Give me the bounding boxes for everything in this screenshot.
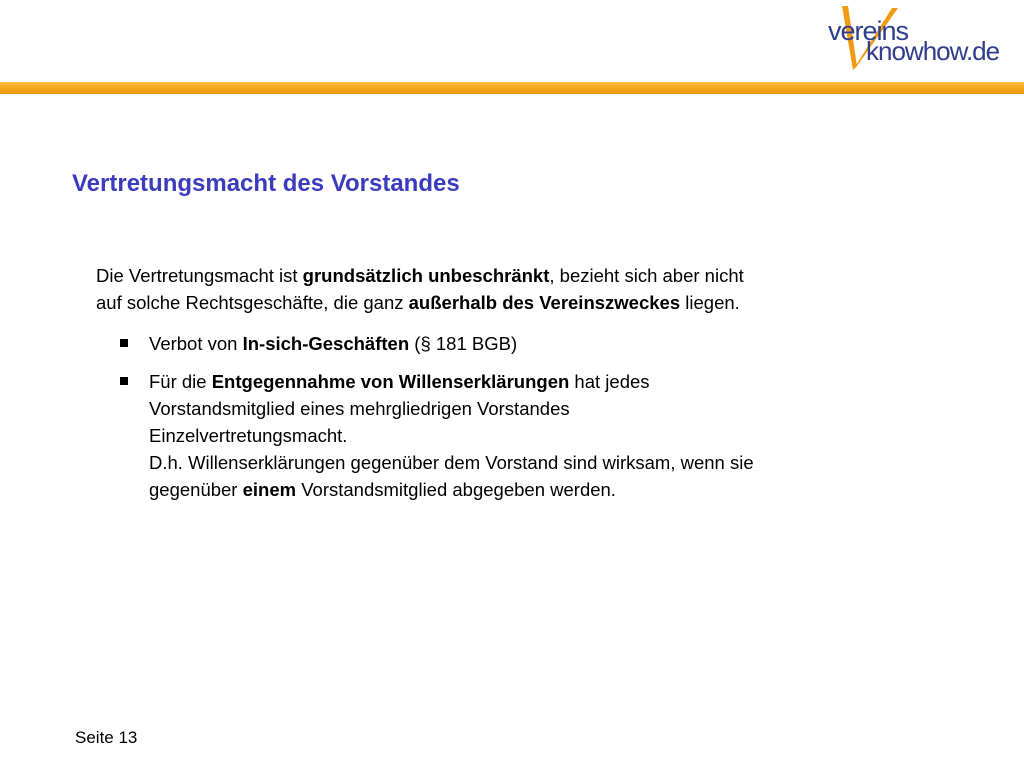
- logo-word-top: vereins: [828, 16, 909, 46]
- intro-text: Die Vertretungsmacht ist: [96, 265, 303, 286]
- bullet-text: hat jedes: [569, 371, 650, 392]
- intro-paragraph: [96, 262, 926, 316]
- header-bar: [0, 82, 1024, 94]
- slide-body: [96, 262, 926, 503]
- bullet-item: [96, 330, 926, 357]
- page-number: Seite 13: [75, 728, 138, 747]
- bullet-line: Einzelvertretungsmacht.: [149, 425, 348, 446]
- bullet-text: gegenüber: [149, 479, 243, 500]
- intro-text: auf solche Rechtsgeschäfte, die ganz: [96, 292, 409, 313]
- bullet-text: Für die: [149, 371, 212, 392]
- vereinsknowhow-logo: [812, 4, 1017, 80]
- bullet-text: Verbot von: [149, 333, 243, 354]
- bullet-line: D.h. Willenserklärungen gegenüber dem Vorstand sind wirksam, wenn sie: [149, 452, 754, 473]
- bullet-item: [96, 368, 926, 503]
- intro-line-1: [96, 262, 926, 289]
- slide-title: Vertretungsmacht des Vorstandes: [72, 170, 460, 197]
- bullet-line: [149, 368, 926, 395]
- intro-line-2: [96, 289, 926, 316]
- bullet-line: [149, 330, 926, 357]
- square-bullet-icon: [120, 339, 128, 347]
- intro-bold: außerhalb des Vereinszweckes: [408, 292, 681, 313]
- intro-text: , bezieht sich aber nicht: [549, 265, 744, 286]
- intro-text: liegen.: [680, 292, 740, 313]
- logo-word-bottom: knowhow.de: [866, 36, 1000, 66]
- bullet-text: Vorstandsmitglied abgegeben werden.: [296, 479, 616, 500]
- intro-bold: grundsätzlich unbeschränkt: [302, 265, 550, 286]
- bullet-bold: In-sich-Geschäften: [242, 333, 410, 354]
- square-bullet-icon: [120, 377, 128, 385]
- bullet-line: [149, 476, 926, 503]
- bullet-bold: einem: [242, 479, 297, 500]
- bullet-bold: Entgegennahme von Willenserklärungen: [211, 371, 570, 392]
- bullet-text: (§ 181 BGB): [409, 333, 518, 354]
- bullet-line: Vorstandsmitglied eines mehrgliedrigen Vorstandes: [149, 398, 570, 419]
- bullet-list: [96, 330, 926, 503]
